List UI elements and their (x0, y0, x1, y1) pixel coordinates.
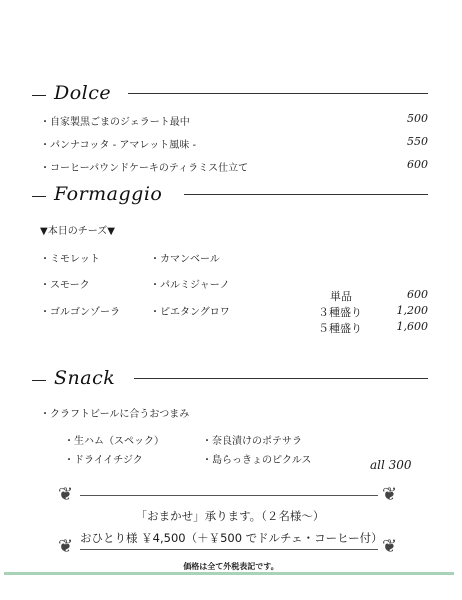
formaggio-rule (184, 194, 428, 195)
cheese-item: ・ミモレット (40, 254, 100, 265)
cheese-item: ・カマンベール (150, 254, 220, 265)
snack-item: ・生ハム（スペック） (64, 436, 164, 447)
dolce-dash (32, 95, 46, 96)
omakase-line-2: おひとり様 ￥4,500（＋￥500 でドルチェ・コーヒー付） (80, 531, 383, 545)
dolce-price-2: 550 (407, 135, 428, 148)
snack-item: ・ドライイチジク (64, 455, 143, 466)
snack-dash (32, 380, 46, 381)
cheese-option-price: 1,200 (396, 304, 428, 317)
cheese-option-label: ３種盛り (318, 306, 362, 319)
snack-rule (134, 378, 428, 379)
snack-intro: ・クラフトビールに合うおつまみ (40, 409, 190, 420)
flourish-bottom-left: ❦ (58, 536, 74, 557)
cheese-heading: ▼本日のチーズ▼ (40, 226, 115, 237)
dolce-title: Dolce (54, 82, 112, 104)
cheese-option-price: 600 (407, 288, 428, 301)
snack-item: ・島らっきょのピクルス (202, 455, 312, 466)
cheese-option-label: ５種盛り (318, 322, 362, 335)
dolce-item-3: ・コーヒーパウンドケーキのティラミス仕立て (40, 163, 249, 174)
cheese-item: ・ゴルゴンゾーラ (40, 307, 120, 318)
formaggio-dash (32, 196, 46, 197)
cheese-item: ・パルミジャーノ (150, 280, 230, 291)
dolce-price-3: 600 (407, 158, 428, 171)
flourish-top-right: ❦ (382, 484, 398, 505)
snack-price-all: all 300 (370, 458, 412, 472)
dolce-item-1: ・自家製黒ごまのジェラート最中 (40, 117, 190, 128)
omakase-line-1: 「おまかせ」承ります。（２名様～） (135, 509, 325, 523)
dolce-rule (128, 93, 428, 94)
cheese-item: ・ピエタングロワ (150, 307, 230, 318)
box-rule-top (80, 495, 378, 496)
cheese-option-price: 1,600 (396, 320, 428, 333)
snack-title: Snack (54, 367, 116, 389)
flourish-top-left: ❦ (58, 484, 74, 505)
formaggio-title: Formaggio (54, 183, 163, 205)
cheese-item: ・スモーク (40, 280, 90, 291)
snack-item: ・奈良漬けのポテサラ (202, 436, 302, 447)
dolce-price-1: 500 (407, 112, 428, 125)
box-rule-bottom (80, 549, 378, 550)
bottom-bar (4, 572, 454, 575)
flourish-bottom-right: ❦ (382, 536, 398, 557)
cheese-option-label: 単品 (330, 290, 352, 303)
dolce-item-2: ・パンナコッタ - アマレット風味 - (40, 140, 197, 151)
footer-note: 価格は全て外税表記です。 (183, 562, 279, 571)
